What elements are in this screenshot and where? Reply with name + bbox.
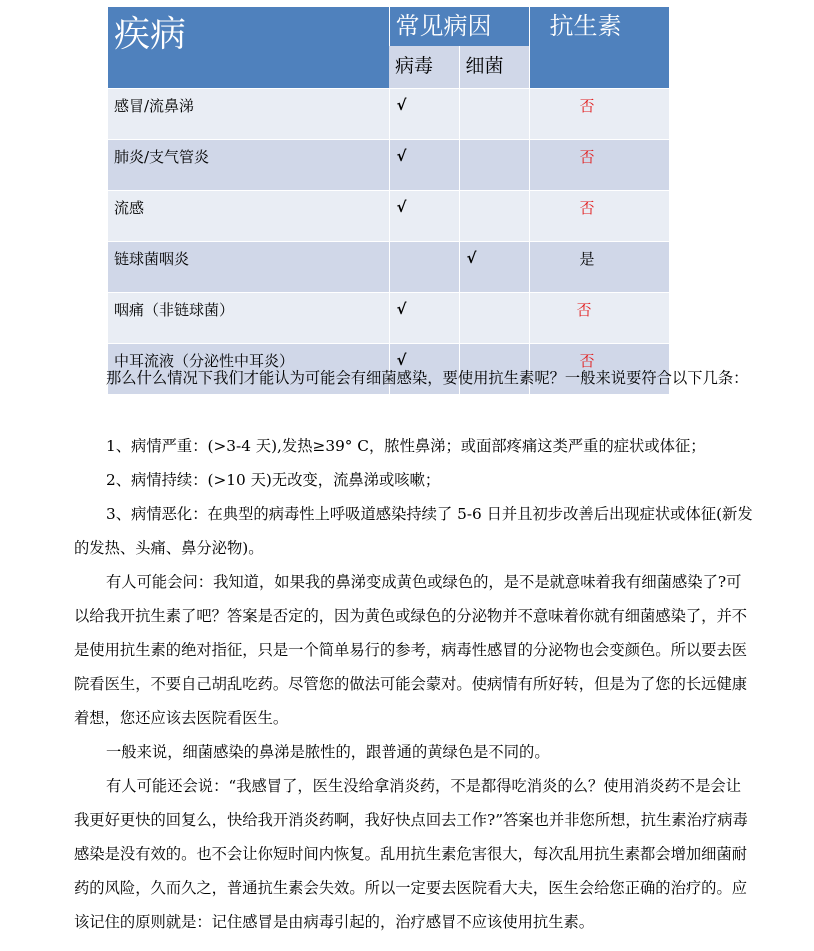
virus-check: √ (389, 88, 459, 139)
antibiotic-value: 是 (529, 241, 669, 292)
antibiotic-value: 否 (529, 88, 669, 139)
antibiotic-table (108, 7, 669, 394)
disease-cell: 感冒/流鼻涕 (108, 88, 389, 139)
paragraph-conclusion: 有人可能还会说：“我感冒了，医生没给拿消炎药，不是都得吃消炎的么？使用消炎药不是会让我更好更快的回复么，快给我开消炎药啊，我好快点回去工作?”答案也并非您所想，抗生素治疗病毒感染是没有效的。也不会让你短时间内恢复。乱用抗生素危害很大，每次乱用抗生素都会增加细菌耐药的风险，久而久之，普通抗生素会失效。所以一定要去医院看大夫，医生会给您正确的治疗的。应该记住的原则就是：记住感冒是由病毒引起的，治疗感冒不应该使用抗生素。 (74, 777, 748, 931)
table-row (108, 292, 669, 343)
virus-check: √ (389, 190, 459, 241)
paragraph-question: 有人可能会问：我知道，如果我的鼻涕变成黄色或绿色的，是不是就意味着我有细菌感染了?可以给我开抗生素了吧？答案是否定的，因为黄色或绿色的分泌物并不意味着你就有细菌感染了，并不是使用抗生素的绝对指征，只是一个简单易行的参考，病毒性感冒的分泌物也会变颜色。所以要去医院看医生，不要自己胡乱吃药。尽管您的做法可能会蒙对。使病情有所好转，但是为了您的长远健康着想，您还应该去医院看医生。 (74, 573, 748, 727)
paragraph-item-1: 1、病情严重：(>3-4 天),发热≥39° C，脓性鼻涕；或面部疼痛这类严重的症状或体征； (106, 437, 706, 455)
bacteria-check (459, 139, 529, 190)
paragraph-note: 一般来说，细菌感染的鼻涕是脓性的，跟普通的黄绿色是不同的。 (106, 743, 550, 761)
disease-cell: 链球菌咽炎 (108, 241, 389, 292)
bacteria-check (459, 292, 529, 343)
header-cause: 常见病因 (395, 12, 492, 40)
antibiotic-value: 否 (529, 292, 669, 343)
header-virus-cell (389, 46, 459, 88)
disease-cell: 中耳流液（分泌性中耳炎） (108, 343, 389, 394)
table-row (108, 139, 669, 190)
header-bacteria-cell (459, 46, 529, 88)
bacteria-check: √ (459, 241, 529, 292)
disease-cell: 咽痛（非链球菌） (108, 292, 389, 343)
header-cause-cell (389, 7, 529, 46)
virus-check (389, 241, 459, 292)
table-row (108, 88, 669, 139)
virus-check: √ (389, 139, 459, 190)
header-disease: 疾病 (114, 14, 187, 55)
table-row (108, 190, 669, 241)
bacteria-check (459, 190, 529, 241)
antibiotic-value: 否 (529, 139, 669, 190)
virus-check: √ (389, 343, 459, 394)
header-disease-cell (108, 7, 389, 88)
header-antibiotic-cell (529, 7, 669, 88)
paragraph-item-3: 3、病情恶化：在典型的病毒性上呼吸道感染持续了 5-6 日并且初步改善后出现症状或体征(新发的发热、头痛、鼻分泌物)。 (74, 505, 753, 557)
paragraph-intro: 那么什么情况下我们才能认为可能会有细菌感染，要使用抗生素呢？一般来说要符合以下几条： (106, 369, 749, 387)
header-virus: 病毒 (395, 55, 434, 77)
header-bacteria: 细菌 (465, 55, 504, 77)
antibiotic-value: 否 (529, 190, 669, 241)
paragraph-item-2: 2、病情持续：(>10 天)无改变，流鼻涕或咳嗽； (106, 471, 441, 489)
disease-cell: 肺炎/支气管炎 (108, 139, 389, 190)
virus-check: √ (389, 292, 459, 343)
disease-cell: 流感 (108, 190, 389, 241)
table-row (108, 241, 669, 292)
bacteria-check (459, 88, 529, 139)
header-antibiotic: 抗生素 (549, 12, 622, 40)
antibiotic-value: 否 (529, 343, 669, 394)
